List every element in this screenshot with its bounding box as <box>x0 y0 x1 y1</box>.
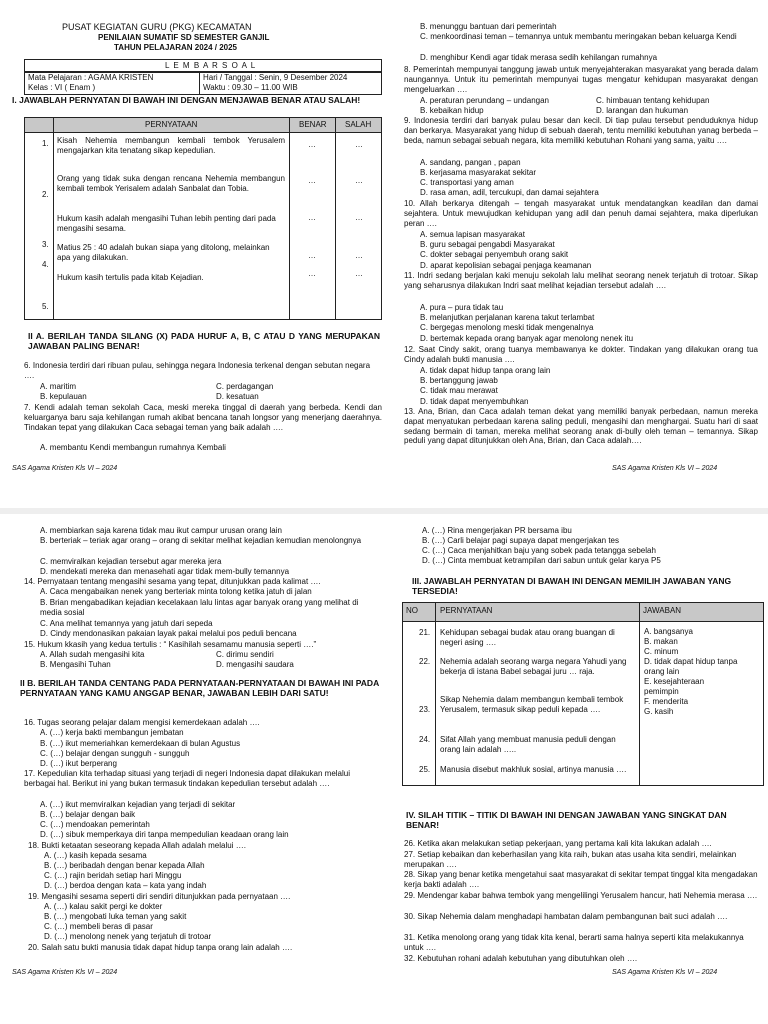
q7-text: 7. Kendi adalah teman sekolah Caca, meski mereka tinggal di daerah yang berbeda. Kendi dan keluarganya baru saja kehilangan rumah akibat bencana tanah longsor yang menerjang daerahnya. Tindakan tepat yang dilakukan Caca sebagai teman yang baik adalah …. <box>24 403 382 432</box>
s4-item: 28. Sikap yang benar ketika mengetahui saat masyarakat di sekitar tempat tinggal kita mengadakan kerja bakti adalah …. <box>404 870 758 889</box>
q19-d[interactable]: D. (…) menolong nenek yang terjatuh di trotoar <box>44 932 212 941</box>
q16-b[interactable]: B. (…) ikut memeriahkan kemerdekaan di bulan Agustus <box>40 739 241 748</box>
q20-d[interactable]: D. (…) Cinta membuat ketrampilan dari sabun untuk gelar karya P5 <box>422 556 661 565</box>
answer-option: D. tidak dapat hidup tanpa orang lain <box>644 657 738 676</box>
row-no: 23. <box>419 705 431 714</box>
q11-text: 11. Indri sedang berjalan kaki menuju sekolah lalu melihat seorang nenek terjatuh di trotoar. Sikap yang seharusnya dilakukan Indri saat melihat kejadian tersebut adalah …. <box>404 271 758 290</box>
q10-text: 10. Allah berkarya ditengah – tengah masyarakat untuk mendatangkan keadilan dan damai sejahtera. Untuk mewujudkan kehidupan yang adil dan penuh damai sejahtera, maka diperlukan peran …. <box>404 199 758 228</box>
col-salah: SALAH <box>345 120 372 129</box>
q6-text: 6. Indonesia terdiri dari ribuan pulau, sehingga negara Indonesia terkenal dengan sebutan negara …. <box>24 361 371 380</box>
q13-text: 13. Ana, Brian, dan Caca adalah teman dekat yang memiliki banyak perbedaan, namun mereka dapat menyatukan perbedaan karena saling peduli, mengasihi dan menghargai. Suatu hari di saat sedang bermain di taman, mereka melihat seorang anak di-bully oleh teman – temannya. Sikap peduli yang dapat ditunjukkan oleh Ana, Brian, dan Caca adalah…. <box>404 407 758 446</box>
row-salah[interactable]: … <box>355 140 363 149</box>
q11-d[interactable]: D. bertemak kepada orang banyak agar menolong nenek itu <box>420 334 634 343</box>
row-text: Manusia disebut makhluk sosial, artinya manusia …. <box>440 765 627 774</box>
q10-b[interactable]: B. guru sebagai pengabdi Masyarakat <box>420 240 555 249</box>
row-no: 5. <box>42 302 49 311</box>
q17-text: 17. Kepedulian kita terhadap situasi yang terjadi di negeri Indonesia dapat dilakukan melalui berbagai hal. Berikut ini yang bukan termasuk tindakan kepedulian tersebut adalah …. <box>24 769 350 788</box>
row-no: 4. <box>42 260 49 269</box>
s4-item: 29. Mendengar kabar bahwa tembok yang mengelilingi Yerusalem hancur, hati Nehemia merasa …. <box>404 891 758 900</box>
q17-c[interactable]: C. (…) mendoakan pemerintah <box>40 820 150 829</box>
q20-a[interactable]: A. (…) Rina mengerjakan PR bersama ibu <box>422 526 572 535</box>
answer-option: G. kasih <box>644 707 674 716</box>
footer: SAS Agama Kristen Kls VI – 2024 <box>12 969 118 976</box>
q9-c[interactable]: C. transportasi yang aman <box>420 178 514 187</box>
q11-c[interactable]: C. bergegas menolong meski tidak mengenalnya <box>420 323 594 332</box>
col-no: NO <box>406 606 418 615</box>
q6-c[interactable]: C. perdagangan <box>216 382 274 391</box>
section3-table <box>402 602 764 786</box>
q12-d[interactable]: D. tidak dapat menyembuhkan <box>420 397 529 406</box>
mata-pelajaran: Mata Pelajaran : AGAMA KRISTEN <box>28 73 154 82</box>
kelas: Kelas : VI ( Enam ) <box>28 83 96 92</box>
answer-option: F. menderita <box>644 697 689 706</box>
q9-b[interactable]: B. kerjasama masyarakat sekitar <box>420 168 537 177</box>
q10-c[interactable]: C. dokter sebagai penyembuh orang sakit <box>420 250 569 259</box>
q14-a[interactable]: A. Caca mengabaikan nenek yang berteriak minta tolong ketika jatuh di jalan <box>40 587 312 596</box>
q15-c[interactable]: C. dirimu sendiri <box>216 650 274 659</box>
answer-option: C. minum <box>644 647 679 656</box>
q15-d[interactable]: D. mengasihi saudara <box>216 660 294 669</box>
q19-c[interactable]: C. (…) membeli beras di pasar <box>44 922 153 931</box>
q7-d[interactable]: D. menghibur Kendi agar tidak merasa sedih kehilangan rumahnya <box>420 53 658 62</box>
row-salah[interactable]: … <box>355 213 363 222</box>
row-text: Orang yang tidak suka dengan rencana Nehemia membangun kembali tembok Yerisalem adalah Sanbalat dan Tobia. <box>57 174 285 193</box>
q19-b[interactable]: B. (…) mengobati luka teman yang sakit <box>44 912 187 921</box>
footer: SAS Agama Kristen Kls VI – 2024 <box>12 465 118 472</box>
q13-c[interactable]: C. memviralkan kejadian tersebut agar mereka jera <box>40 557 222 566</box>
header-line2: PENILAIAN SUMATIF SD SEMESTER GANJIL <box>98 33 270 42</box>
q9-text: 9. Indonesia terdiri dari banyak pulau besar dan kecil. Di tiap pulau tersebut penduduknya hidup dan berkarya. Masyarakat yang hidup di sebuah daerah, tentu memiliki kebutuhan yanag berbeda – beda, namun sebagai sebuah negara, kita memiliki kebutuhan Rohani yang sama, yaitu …. <box>404 116 758 145</box>
s4-item: 32. Kebutuhan rohani adalah kebutuhan yang dibutuhkan oleh …. <box>404 954 638 963</box>
section1-title: I. JAWABLAH PERNYATAN DI BAWAH INI DENGAN MENJAWAB BENAR ATAU SALAH! <box>12 95 361 105</box>
row-text: Sifat Allah yang membuat manusia peduli dengan orang lain adalah ….. <box>440 735 616 754</box>
row-benar[interactable]: … <box>308 140 316 149</box>
q11-a[interactable]: A. pura – pura tidak tau <box>420 303 504 312</box>
q17-d[interactable]: D. (…) sibuk memperkaya diri tanpa mempedulian keadaan orang lain <box>40 830 289 839</box>
q14-b[interactable]: B. Brian mengabadikan kejadian kecelakaan lalu lintas agar banyak orang yang melihat di media sosial <box>40 598 359 617</box>
q13-a[interactable]: A. membiarkan saja karena tidak mau ikut campur urusan orang lain <box>40 526 282 535</box>
hari-tanggal: Hari / Tanggal : Senin, 9 Desember 2024 <box>203 73 348 82</box>
row-salah[interactable]: … <box>355 176 363 185</box>
q19-text: 19. Mengasihi sesama seperti diri sendiri ditunjukkan pada pernyataan …. <box>28 892 291 901</box>
footer: SAS Agama Kristen Kls VI – 2024 <box>612 969 718 976</box>
section2a-title: II A. BERILAH TANDA SILANG (X) PADA HURUF A, B, C ATAU D YANG MERUPAKAN JAWABAN PALING BENAR! <box>28 331 380 352</box>
q13-d[interactable]: D. mendekati mereka dan menasehati agar tidak mem-bully temannya <box>40 567 290 576</box>
answer-option: B. makan <box>644 637 678 646</box>
header-line1: PUSAT KEGIATAN GURU (PKG) KECAMATAN <box>62 22 252 32</box>
row-no: 22. <box>419 657 431 666</box>
row-text: Kisah Nehemia membangun kembali tembok Yerusalem mengajarkan kita tenatang sikap kepedulian. <box>57 136 285 155</box>
row-no: 24. <box>419 735 431 744</box>
row-text: Hukum kasih adalah mengasihi Tuhan lebih penting dari pada mengasihi sesama. <box>57 214 276 233</box>
row-benar[interactable]: … <box>308 269 316 278</box>
q8-a[interactable]: A. peraturan perundang – undangan <box>420 96 549 105</box>
q9-a[interactable]: A. sandang, pangan , papan <box>420 158 521 167</box>
section2b-title: II B. BERILAH TANDA CENTANG PADA PERNYATAAN-PERNYATAAN DI BAWAH INI PADA PERNYATAAN YANG KAMU ANGGAP BENAR, JAWABAN LEBIH DARI SATU! <box>20 678 379 699</box>
s4-item: 26. Ketika akan melakukan setiap pekerjaan, yang pertama kali kita lakukan adalah …. <box>404 839 712 848</box>
q12-c[interactable]: C. tidak mau merawat <box>420 386 498 395</box>
header-line3: TAHUN PELAJARAN 2024 / 2025 <box>114 43 238 52</box>
q18-a[interactable]: A. (…) kasih kepada sesama <box>44 851 147 860</box>
q17-a[interactable]: A. (…) ikut memviralkan kejadian yang terjadi di sekitar <box>40 800 236 809</box>
q16-c[interactable]: C. (…) belajar dengan sungguh - sungguh <box>40 749 190 758</box>
q15-b[interactable]: B. Mengasihi Tuhan <box>40 660 111 669</box>
q18-c[interactable]: C. (…) rajin beridah setiap hari Minggu <box>44 871 182 880</box>
page-top <box>0 0 768 508</box>
q20-text: 20. Salah satu bukti manusia tidak dapat hidup tanpa orang lain adalah …. <box>28 943 293 952</box>
q8-d[interactable]: D. larangan dan hukuman <box>596 106 689 115</box>
s4-item: 30. Sikap Nehemia dalam menghadapi hambatan dalam pembangunan bait suci adalah …. <box>404 912 728 921</box>
q14-text: 14. Pernyataan tentang mengasihi sesama yang tepat, ditunjukkan pada kalimat …. <box>24 577 321 586</box>
row-salah[interactable]: … <box>355 251 363 260</box>
q8-text: 8. Pemerintah mempunyai tanggung jawab untuk menyejahterakan masyarakat yang berada dalam naungannya. Untuk itu pemerintah mempunyai tugas mengatur kehidupan masyarakat dengan mengeluarkan …. <box>404 65 758 94</box>
info-box <box>24 71 382 95</box>
row-salah[interactable]: … <box>355 269 363 278</box>
q18-b[interactable]: B. (…) beribadah dengan benar kepada Allah <box>44 861 205 870</box>
q19-a[interactable]: A. (…) kalau sakit pergi ke dokter <box>44 902 163 911</box>
row-no: 1. <box>42 139 49 148</box>
row-benar[interactable]: … <box>308 176 316 185</box>
row-benar[interactable]: … <box>308 213 316 222</box>
row-no: 21. <box>419 628 431 637</box>
q7-a[interactable]: A. membantu Kendi membangun rumahnya Kembali <box>40 443 226 452</box>
q12-a[interactable]: A. tidak dapat hidup tanpa orang lain <box>420 366 551 375</box>
q14-c[interactable]: C. Ana melihat temannya yang jatuh dari sepeda <box>40 619 213 628</box>
q15-a[interactable]: A. Allah sudah mengasihi kita <box>40 650 145 659</box>
col-benar: BENAR <box>299 120 327 129</box>
footer: SAS Agama Kristen Kls VI – 2024 <box>612 465 718 472</box>
q6-a[interactable]: A. maritim <box>40 382 76 391</box>
q17-b[interactable]: B. (…) belajar dengan baik <box>40 810 136 819</box>
page-bottom <box>0 514 768 1024</box>
q7-b[interactable]: B. menunggu bantuan dari pemerintah <box>420 22 557 31</box>
q16-d[interactable]: D. (…) ikut berperang <box>40 759 117 768</box>
s4-item: 31. Ketika menolong orang yang tidak kita kenal, berarti sama halnya seperti kita melakukannya untuk …. <box>404 933 744 952</box>
q9-d[interactable]: D. rasa aman, adil, tercukupi, dan damai sejahtera <box>420 188 599 197</box>
row-no: 2. <box>42 190 49 199</box>
row-benar[interactable]: … <box>308 251 316 260</box>
q11-b[interactable]: B. melanjutkan perjalanan karena takut terlambat <box>420 313 595 322</box>
q8-c[interactable]: C. himbauan tentang kehidupan <box>596 96 710 105</box>
q14-d[interactable]: D. Cindy mendonasikan pakaian layak pakai melalui pos peduli bencana <box>40 629 297 638</box>
row-text: Hukum kasih tertulis pada kitab Kejadian. <box>57 273 204 282</box>
row-no: 3. <box>42 240 49 249</box>
section1-table <box>24 117 382 320</box>
q16-a[interactable]: A. (…) kerja bakti membangun jembatan <box>40 728 184 737</box>
q6-b[interactable]: B. kepulauan <box>40 392 87 401</box>
q6-d[interactable]: D. kesatuan <box>216 392 259 401</box>
col-pernyataan: PERNYATAAN <box>440 606 493 615</box>
q18-d[interactable]: D. (…) berdoa dengan kata – kata yang indah <box>44 881 207 890</box>
q10-d[interactable]: D. aparat kepolisian sebagai penjaga keamanan <box>420 261 592 270</box>
row-text: Sikap Nehemia dalam membangun kembali tembok Yerusalem, termasuk sikap peduli kepada …. <box>440 695 624 714</box>
q16-text: 16. Tugas seorang pelajar dalam mengisi kemerdekaan adalah …. <box>24 718 260 727</box>
s4-item: 27. Setiap kebaikan dan keberhasilan yang kita raih, bukan atas usaha kita sendiri, melainkan merupakan …. <box>404 850 737 869</box>
col-pernyataan: PERNYATAAN <box>145 120 198 129</box>
q20-c[interactable]: C. (…) Caca menjahitkan baju yang sobek pada tetangga sebelah <box>422 546 656 555</box>
answer-option: A. bangsanya <box>644 627 693 636</box>
section4-title: IV. SILAH TITIK – TITIK DI BAWAH INI DENGAN JAWABAN YANG SINGKAT DAN BENAR! <box>406 810 727 831</box>
q7-c[interactable]: C. menkoordinasi teman – temannya untuk membantu meringakan beban keluarga Kendi <box>420 32 737 41</box>
row-no: 25. <box>419 765 431 774</box>
section3-title: III. JAWABLAH PERNYATAN DI BAWAH INI DENGAN MEMILIH JAWABAN YANG TERSEDIA! <box>412 576 732 597</box>
q10-a[interactable]: A. semua lapisan masyarakat <box>420 230 525 239</box>
q13-b[interactable]: B. berteriak – teriak agar orang – orang di sekitar melihat kejadian kemudian menolongnya <box>40 536 362 545</box>
q20-b[interactable]: B. (…) Carli belajar pagi supaya dapat mengerjakan tes <box>422 536 619 545</box>
q8-b[interactable]: B. kebaikan hidup <box>420 106 484 115</box>
q15-text: 15. Hukum kkasih yang kedua tertulis : “ Kasihilah sesamamu manusia seperti ….” <box>24 640 317 649</box>
waktu: Waktu : 09.30 – 11.00 WIB <box>203 83 298 92</box>
answer-option: E. kesejahteraan pemimpin <box>644 677 705 696</box>
row-text: Kehidupan sebagai budak atau orang buangan di negeri asing …. <box>440 628 615 647</box>
lembar-soal: L E M B A R S O A L <box>165 61 257 70</box>
row-text: Matius 25 : 40 adalah bukan siapa yang ditolong, melainkan apa yang dilakukan. <box>57 243 270 262</box>
q12-b[interactable]: B. bertanggung jawab <box>420 376 498 385</box>
q18-text: 18. Bukti ketaatan seseorang kepada Allah adalah melalui …. <box>28 841 246 850</box>
row-text: Nehemia adalah seorang warga negara Yahudi yang bekerja di istana Babel sebagai juru … raja. <box>440 657 627 676</box>
col-jawaban: JAWABAN <box>643 606 682 615</box>
q12-text: 12. Saat Cindy sakit, orang tuanya membawanya ke dokter. Tindakan yang dilakukan orang tua Cindy adalah bukti manusia …. <box>404 345 758 364</box>
